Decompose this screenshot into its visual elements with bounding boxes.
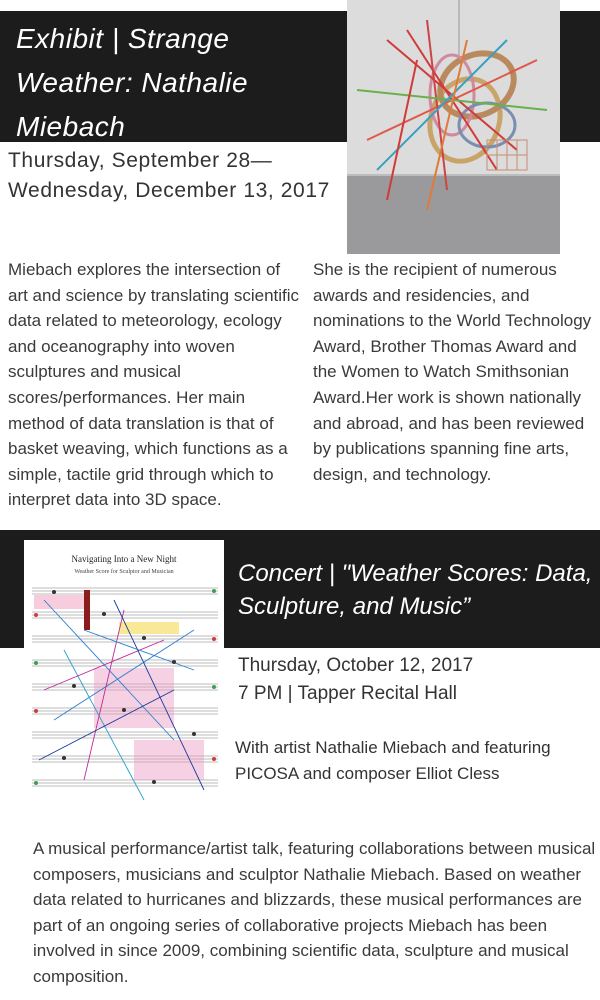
concert-time-place: 7 PM | Tapper Recital Hall bbox=[238, 683, 457, 704]
exhibit-description: Miebach explores the intersection of art and science by translating scientific data related to meteorology, ecology and oceanography into woven sculptures and musical scores/performances. Her main method of data translation is that of basket weaving, which functions as a simple, tactile grid through which to interpret data into 3D space. bbox=[8, 260, 300, 510]
exhibit-dates: Thursday, September 28—Wednesday, December 13, 2017 bbox=[8, 149, 330, 202]
concert-featuring: With artist Nathalie Miebach and featuring PICOSA and composer Elliot Cless bbox=[235, 738, 551, 783]
concert-datetime bbox=[238, 652, 598, 708]
concert-date: Thursday, October 12, 2017 bbox=[238, 655, 474, 676]
exhibit-title: Exhibit | Strange Weather: Nathalie Miebach bbox=[16, 23, 249, 142]
score-subtitle: Weather Score for Sculptor and Musician bbox=[74, 569, 174, 575]
score-title: Navigating Into a New Night bbox=[71, 554, 177, 564]
artist-awards: She is the recipient of numerous awards and residencies, and nominations to the World Technology Award, Brother Thomas Award and the Women to Watch Smithsonian Award.Her work is shown nationally and abroad, and has been reviewed by publications spanning fine arts, design, and technology. bbox=[313, 260, 592, 484]
concert-description: A musical performance/artist talk, featuring collaborations between musical composers, musicians and sculptor Nathalie Miebach. Based on weather data related to hurricanes and blizzards, these musical performances are part of an ongoing series of collaborative projects Miebach has been involved in since 2009, combining scientific data, sculpture and musical composition. bbox=[33, 839, 596, 986]
concert-title: Concert | "Weather Scores: Data, Sculpture, and Music” bbox=[238, 560, 593, 620]
sculpture-photo bbox=[347, 0, 560, 254]
weather-score-image bbox=[24, 540, 224, 835]
